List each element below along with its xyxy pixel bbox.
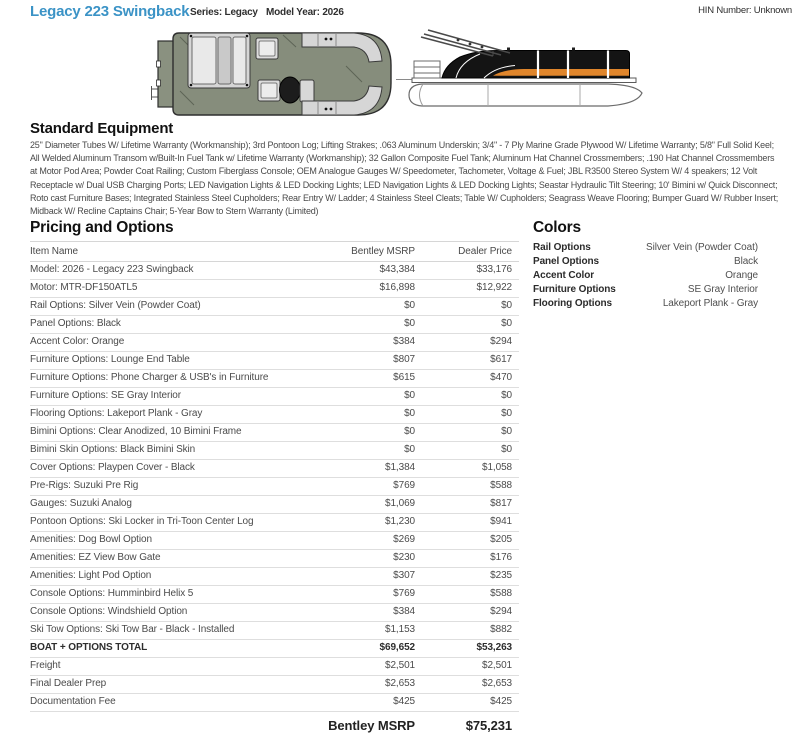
color-option-value: Orange (725, 270, 758, 281)
pricing-header-row (30, 242, 519, 262)
pricing-row (30, 316, 519, 334)
msrp-cell: $43,384 (323, 262, 415, 280)
standard-equipment-heading: Standard Equipment (30, 120, 174, 137)
item-name-cell: Documentation Fee (30, 694, 323, 712)
msrp-cell: $769 (323, 586, 415, 604)
pricing-row (30, 550, 519, 568)
color-option-label: Panel Options (533, 256, 599, 267)
item-name-cell: Accent Color: Orange (30, 334, 323, 352)
deck-table-bottom (258, 80, 280, 101)
msrp-cell: $384 (323, 604, 415, 622)
dealer-price-cell: $817 (415, 496, 519, 514)
item-name-cell: Final Dealer Prep (30, 676, 323, 694)
item-name-cell: Bimini Options: Clear Anodized, 10 Bimini Frame (30, 424, 323, 442)
boat-top-view-image (150, 28, 395, 120)
item-name-cell: Amenities: Light Pod Option (30, 568, 323, 586)
msrp-cell: $69,652 (323, 640, 415, 658)
dealer-price-cell: $294 (415, 604, 519, 622)
color-option-label: Accent Color (533, 270, 595, 281)
dealer-price-cell: $12,922 (415, 280, 519, 298)
standard-equipment-text: 25" Diameter Tubes W/ Lifetime Warranty (Workmanship); 3rd Pontoon Log; Lifting Strakes; .063 Aluminum Underskin; 3/4" - 7 Ply Marine Grade Plywood W/ Lifetime Warranty; 5/8" Full Solid Keel; All Welded Aluminum Transom w/Built-In Fuel Tank w/ Lifetime Warranty (Workmanship); 32 Gallon Composite Fuel Tank; Aluminum Hat Channel Crossmembers; .190 Hat Channel Crossmembers at Motor Pod Area; Powder Coat Railing; Custom Fiberglass Console; OEM Analogue Gauges W/ Speedometer, Tachometer, Voltage & Fuel; JBL R3500 Stereo System W/ 4 speakers; 12 Volt Receptacle w/ Dual USB Charging Ports; LED Navigation Lights & LED Docking Lights; LED Navigation Lights & LED Docking Lights; Seastar Hydraulic Tilt Steering; 10' Bimini w/ Quick Disconnect; Roto cast Furniture Bases; Integrated Stainless Steel Cupholders; Rear Entry W/ Ladder; 4 Stainless Steel Cleats; Table W/ Cupholders; Seagrass Weave Flooring; Bumper Guard W/ Rubber Insert; Midback W/ Recline Captains Chair; 5-Year Bow to Stern Warranty (Limited) (30, 140, 779, 217)
color-option-value: Silver Vein (Powder Coat) (646, 242, 758, 253)
msrp-cell: $307 (323, 568, 415, 586)
msrp-cell: $769 (323, 478, 415, 496)
color-option-label: Furniture Options (533, 284, 616, 295)
msrp-cell: $0 (323, 424, 415, 442)
pricing-row (30, 442, 519, 460)
pricing-row (30, 280, 519, 298)
msrp-total-spacer (30, 712, 323, 737)
dealer-price-cell: $0 (415, 298, 519, 316)
dealer-price-cell: $33,176 (415, 262, 519, 280)
color-option-row (533, 271, 758, 281)
boat-side-view-image (396, 26, 654, 118)
color-option-label: Rail Options (533, 242, 591, 253)
pricing-row (30, 406, 519, 424)
captain-chair (280, 77, 315, 103)
pricing-row (30, 478, 519, 496)
item-name-cell: Furniture Options: SE Gray Interior (30, 388, 323, 406)
msrp-cell: $2,653 (323, 676, 415, 694)
pricing-row (30, 568, 519, 586)
deck-edge (412, 78, 636, 83)
dealer-price-cell: $294 (415, 334, 519, 352)
item-name-cell: BOAT + OPTIONS TOTAL (30, 640, 323, 658)
item-name-cell: Furniture Options: Lounge End Table (30, 352, 323, 370)
pricing-row (30, 676, 519, 694)
dealer-price-cell: $588 (415, 586, 519, 604)
pontoon-tube (409, 84, 642, 106)
pricing-row (30, 514, 519, 532)
dealer-price-cell: $0 (415, 406, 519, 424)
column-dealer-price: Dealer Price (415, 242, 519, 262)
pontoon-side-profile-drawing (396, 26, 654, 118)
pricing-table (30, 241, 519, 737)
msrp-cell: $0 (323, 406, 415, 424)
pricing-row (30, 604, 519, 622)
dealer-price-cell: $0 (415, 388, 519, 406)
pricing-row (30, 586, 519, 604)
column-item-name: Item Name (30, 242, 323, 262)
pricing-row (30, 370, 519, 388)
dealer-price-cell: $470 (415, 370, 519, 388)
pricing-row (30, 298, 519, 316)
item-name-cell: Ski Tow Options: Ski Tow Bar - Black - Installed (30, 622, 323, 640)
dealer-price-cell: $205 (415, 532, 519, 550)
dealer-price-cell: $176 (415, 550, 519, 568)
item-name-cell: Console Options: Windshield Option (30, 604, 323, 622)
color-option-value: Lakeport Plank - Gray (662, 298, 758, 309)
item-name-cell: Rail Options: Silver Vein (Powder Coat) (30, 298, 323, 316)
pricing-row (30, 262, 519, 280)
dealer-price-cell: $588 (415, 478, 519, 496)
page-title: Legacy 223 Swingback (30, 3, 190, 20)
dealer-price-cell: $617 (415, 352, 519, 370)
msrp-cell: $0 (323, 316, 415, 334)
hin-number-label: HIN Number: Unknown (698, 5, 792, 16)
msrp-cell: $0 (323, 388, 415, 406)
pricing-row (30, 352, 519, 370)
pricing-row (30, 658, 519, 676)
item-name-cell: Motor: MTR-DF150ATL5 (30, 280, 323, 298)
item-name-cell: Console Options: Humminbird Helix 5 (30, 586, 323, 604)
color-option-row (533, 243, 758, 253)
item-name-cell: Freight (30, 658, 323, 676)
color-option-label: Flooring Options (533, 298, 612, 309)
dealer-price-cell: $882 (415, 622, 519, 640)
pontoon-deck-plan-drawing (150, 28, 395, 120)
dealer-price-cell: $1,058 (415, 460, 519, 478)
msrp-cell: $1,230 (323, 514, 415, 532)
msrp-cell: $1,069 (323, 496, 415, 514)
msrp-cell: $1,384 (323, 460, 415, 478)
series-label: Series: Legacy (190, 7, 258, 18)
item-name-cell: Gauges: Suzuki Analog (30, 496, 323, 514)
item-name-cell: Furniture Options: Phone Charger & USB's in Furniture (30, 370, 323, 388)
dealer-price-cell: $2,501 (415, 658, 519, 676)
msrp-cell: $1,153 (323, 622, 415, 640)
color-option-value: SE Gray Interior (687, 284, 758, 295)
color-option-row (533, 299, 758, 309)
msrp-cell: $2,501 (323, 658, 415, 676)
colors-list (533, 243, 758, 313)
deck-table-top (256, 38, 278, 59)
model-year-label: Model Year: 2026 (266, 7, 344, 18)
dealer-price-cell: $0 (415, 424, 519, 442)
pricing-row (30, 532, 519, 550)
item-name-cell: Flooring Options: Lakeport Plank - Gray (30, 406, 323, 424)
dealer-price-cell: $0 (415, 442, 519, 460)
pricing-row (30, 694, 519, 712)
item-name-cell: Amenities: Dog Bowl Option (30, 532, 323, 550)
msrp-cell: $425 (323, 694, 415, 712)
msrp-total-label: Bentley MSRP (328, 718, 415, 733)
swingback-lounge (188, 33, 250, 88)
dealer-price-cell: $2,653 (415, 676, 519, 694)
dealer-price-cell: $53,263 (415, 640, 519, 658)
pricing-heading: Pricing and Options (30, 219, 174, 236)
pricing-row (30, 640, 519, 658)
item-name-cell: Pontoon Options: Ski Locker in Tri-Toon Center Log (30, 514, 323, 532)
msrp-cell: $807 (323, 352, 415, 370)
column-bentley-msrp: Bentley MSRP (323, 242, 415, 262)
dealer-price-cell: $425 (415, 694, 519, 712)
pricing-row (30, 496, 519, 514)
dealer-price-cell: $941 (415, 514, 519, 532)
msrp-cell: $615 (323, 370, 415, 388)
colors-heading: Colors (533, 219, 581, 236)
color-option-row (533, 257, 758, 267)
msrp-total-value: $75,231 (465, 718, 512, 733)
msrp-cell: $0 (323, 298, 415, 316)
msrp-cell: $0 (323, 442, 415, 460)
stern-rail (414, 61, 440, 78)
fence-panels (442, 48, 630, 79)
dealer-price-cell: $0 (415, 316, 519, 334)
msrp-cell: $384 (323, 334, 415, 352)
color-option-value: Black (734, 256, 758, 267)
item-name-cell: Panel Options: Black (30, 316, 323, 334)
pricing-row (30, 622, 519, 640)
item-name-cell: Cover Options: Playpen Cover - Black (30, 460, 323, 478)
msrp-total-row (30, 712, 519, 737)
item-name-cell: Bimini Skin Options: Black Bimini Skin (30, 442, 323, 460)
pricing-row (30, 460, 519, 478)
item-name-cell: Amenities: EZ View Bow Gate (30, 550, 323, 568)
color-option-row (533, 285, 758, 295)
pricing-row (30, 334, 519, 352)
msrp-cell: $269 (323, 532, 415, 550)
pricing-row (30, 424, 519, 442)
item-name-cell: Pre-Rigs: Suzuki Pre Rig (30, 478, 323, 496)
msrp-cell: $230 (323, 550, 415, 568)
pricing-table-body (30, 262, 519, 712)
pricing-row (30, 388, 519, 406)
item-name-cell: Model: 2026 - Legacy 223 Swingback (30, 262, 323, 280)
dealer-price-cell: $235 (415, 568, 519, 586)
msrp-cell: $16,898 (323, 280, 415, 298)
